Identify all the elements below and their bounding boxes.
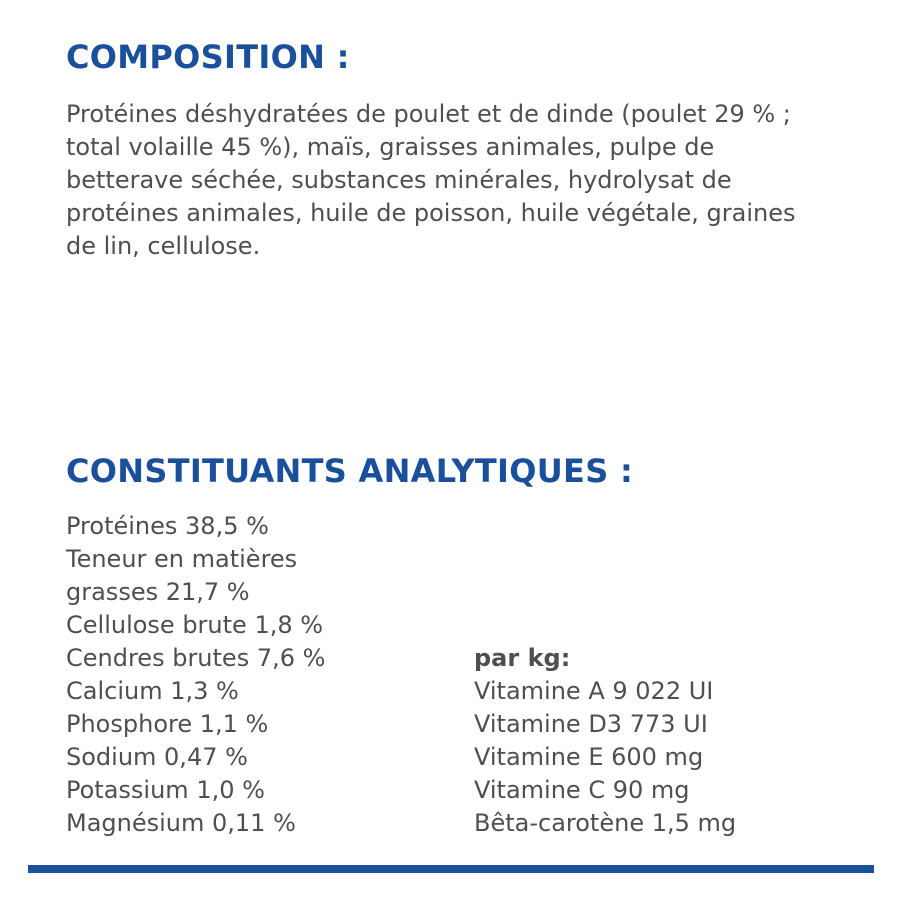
constituent-item: Cendres brutes 7,6 % xyxy=(66,644,326,672)
vitamin-item: Vitamine C 90 mg xyxy=(474,776,690,804)
vitamin-item: Vitamine E 600 mg xyxy=(474,743,704,771)
constituent-item: Potassium 1,0 % xyxy=(66,776,265,804)
constituent-item: Protéines 38,5 % xyxy=(66,512,269,540)
constituent-item: Teneur en matières grasses 21,7 % xyxy=(66,545,298,606)
constituent-item: Cellulose brute 1,8 % xyxy=(66,611,324,639)
vitamin-item: Vitamine D3 773 UI xyxy=(474,710,708,738)
constituent-item: Phosphore 1,1 % xyxy=(66,710,269,738)
composition-heading: COMPOSITION : xyxy=(66,38,350,76)
constituent-item: Magnésium 0,11 % xyxy=(66,809,296,837)
analytical-constituents-list xyxy=(66,510,396,840)
vitamin-list xyxy=(474,675,736,840)
constituent-item: Sodium 0,47 % xyxy=(66,743,248,771)
bottom-divider xyxy=(28,865,874,873)
vitamin-item: Bêta-carotène 1,5 mg xyxy=(474,809,737,837)
constituent-item: Calcium 1,3 % xyxy=(66,677,239,705)
analytical-constituents-heading: CONSTITUANTS ANALYTIQUES : xyxy=(66,452,634,490)
per-kg-section xyxy=(474,642,736,840)
vitamin-item: Vitamine A 9 022 UI xyxy=(474,677,714,705)
composition-text: Protéines déshydratées de poulet et de dinde (poulet 29 % ; total volaille 45 %), maïs, graisses animales, pulpe de betterave séchée, substances minérales, hydrolysat de protéines animales, huile de poisson, huile végétale, graines de lin, cellulose. xyxy=(66,100,796,260)
per-kg-title: par kg: xyxy=(474,644,571,672)
